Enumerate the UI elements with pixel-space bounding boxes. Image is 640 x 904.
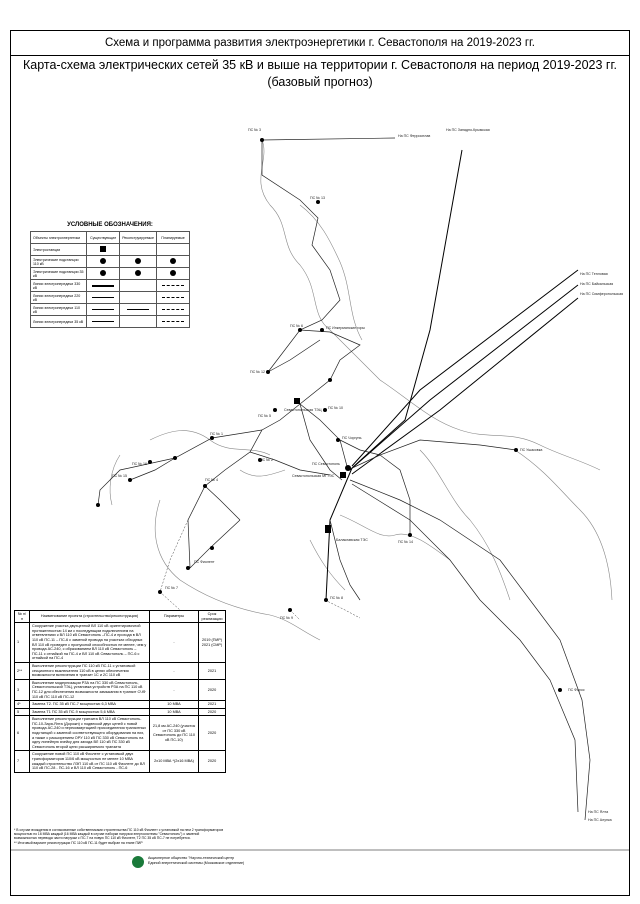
col-params: Параметры — [150, 611, 199, 623]
legend-header-row — [31, 232, 190, 244]
legend-symbol — [120, 292, 157, 304]
label-ps15: ПС № 15 — [112, 474, 128, 478]
legend-symbol — [157, 256, 190, 268]
label-ps3: ПС № 3 — [248, 128, 262, 132]
table-row — [15, 662, 226, 679]
cell-name: Замена Т1 ПС 35 кВ ПС-9 мощностью 5,6 МВА — [30, 708, 150, 716]
cell-term: 2021 — [199, 701, 226, 709]
note-line: ** Итоговый вариант реконструкции ПС 110 кВ ПС-11 будет выбран на этапе ПИР — [14, 840, 143, 845]
cell-term: 2020 — [199, 751, 226, 772]
legend-title: УСЛОВНЫЕ ОБОЗНАЧЕНИЯ: — [67, 222, 153, 228]
label-teplovaya: На ПС Тепловая — [580, 272, 608, 276]
legend-symbol — [157, 268, 190, 280]
cell-params: - — [150, 623, 199, 663]
label-ps8: ПС № 8 — [330, 596, 344, 600]
legend-row — [31, 316, 190, 328]
cell-params: 10 МВА — [150, 701, 199, 709]
cell-term: 2020 — [199, 708, 226, 716]
label-fiolent: ПС Фиолент — [194, 560, 215, 564]
label-ps10: ПС № 10 — [328, 406, 344, 410]
legend-symbol — [157, 244, 190, 256]
map-title-line1: Карта-схема электрических сетей 35 кВ и выше на территории г. Севастополя на период 2019-2023 гг. — [22, 58, 617, 72]
legend-row-label: Электростанции — [31, 244, 87, 256]
label-ps16: ПС № 16 — [132, 462, 148, 466]
legend-symbol — [87, 304, 120, 316]
map-title-line2: (базовый прогноз) — [267, 75, 373, 89]
table-notes — [14, 828, 434, 845]
cell-num: 1 — [15, 623, 30, 663]
label-yalta: На ПС Ялта — [588, 810, 609, 814]
note-line: мощностью по 16 МВА каждый (16 МВА каждый в случае наборки нагрузки энергосистемы "Севастополь") с заменой — [14, 832, 200, 837]
legend-row — [31, 244, 190, 256]
projects-header-row — [15, 611, 226, 623]
terrain-contours — [110, 140, 612, 640]
cell-name: Выполнение реконструкции транзита ВЛ 110 кВ Севастополь-ПС-10-Заря-Ялта (Дорожн) с подвеской двух цепей с новой провода АС-240 и перекоммутацией присоединения транзитных подстанций с заменой соответствующего оборудования на них, а также с расширением ОРУ 110 кВ ПС 330 кВ Севастополь на одну линейную ячейку для захода ВЛ 110 кВ ПС 330 кВ Севастополь второй цепи расширяемого транзита — [30, 716, 150, 751]
label-foros: ПС Форос — [568, 688, 585, 692]
note-line: * В случае вхождения в согласованные собственниками строительства ПС 110 кВ Фиолент с установкой на нем 2 трансформаторов — [14, 828, 224, 832]
col-num: № п/п — [15, 611, 30, 623]
label-sevastopol-tec: Севастопольская ТЭЦ — [284, 408, 322, 412]
legend-symbol — [120, 244, 157, 256]
label-ps-sevastopol: ПС Севастополь — [312, 462, 340, 466]
cell-term: 2020 — [199, 679, 226, 700]
cell-num: 2** — [15, 662, 30, 679]
legend-col-object: Объекты электроэнергетики — [31, 232, 87, 244]
label-ps14: ПС № 14 — [398, 540, 414, 544]
table-row — [15, 708, 226, 716]
legend-row-label: Электрические подстанции 110 кВ — [31, 256, 87, 268]
legend-row-label: Линии электропередачи 330 кВ — [31, 280, 87, 292]
label-balaklavskaya-tes: Балаклавская ТЭС — [336, 538, 368, 542]
cell-num: 3 — [15, 679, 30, 700]
projects-table — [14, 610, 226, 773]
label-ps4: ПС № 4 — [205, 478, 219, 482]
cell-num: 4* — [15, 701, 30, 709]
legend-col-planned: Планируемые — [157, 232, 190, 244]
label-ps2: ПС № 2 — [260, 458, 274, 462]
col-term: Срок реализации — [199, 611, 226, 623]
cell-params: - — [150, 679, 199, 700]
label-ps1: ПС № 1 — [210, 432, 224, 436]
legend-symbol — [157, 292, 190, 304]
legend-col-existing: Существующие — [87, 232, 120, 244]
cell-num: 7 — [15, 751, 30, 772]
cell-num: 5 — [15, 708, 30, 716]
legend-symbol — [120, 316, 157, 328]
lines-330kv — [326, 150, 578, 600]
label-zapadno-krymskaya: На ПС Западно-Крымская — [446, 128, 490, 132]
legend-row-label: Электрические подстанции 35 кВ — [31, 268, 87, 280]
cell-name: Выполнение модернизации РЗА на ПС 330 кВ Севастополь, Севастопольской ТЭЦ, установка устройств РЗА на ПС 110 кВ ПС-12 для обеспечения возможности замыкания в транзит СЧФ 110 кВ ПС 110 кВ ПС-12 — [30, 679, 150, 700]
label-ps7: ПС № 7 — [165, 586, 179, 590]
legend-symbol — [87, 316, 120, 328]
legend-symbol — [120, 304, 157, 316]
legend-row — [31, 292, 190, 304]
label-ps9: ПС № 9 — [280, 616, 294, 620]
footer-organization — [148, 856, 308, 872]
legend-row — [31, 280, 190, 292]
label-alupka: На ПС Алупка — [588, 818, 612, 822]
cell-term: 2021 — [199, 662, 226, 679]
label-ferrosplav: На ПС Ферросплав — [398, 134, 431, 138]
legend-row-label: Линии электропередачи 110 кВ — [31, 304, 87, 316]
legend-symbol — [157, 304, 190, 316]
col-name: Наименование проекта (строительство/реконструкция) — [30, 611, 150, 623]
table-row — [15, 623, 226, 663]
legend-symbol — [87, 280, 120, 292]
cell-term: 2019 (ПИР) 2021 (СМР) — [199, 623, 226, 663]
legend-row — [31, 304, 190, 316]
legend-symbol — [87, 268, 120, 280]
table-row — [15, 679, 226, 700]
legend-symbol — [120, 268, 157, 280]
label-ps13: ПС № 13 — [310, 196, 326, 200]
label-chorgun: ПС Чоргунь — [342, 436, 362, 440]
label-sevastopol-mgtes: Севастопольская МГТЭС — [292, 474, 335, 478]
legend-row-label: Линии электропередачи 35 кВ — [31, 316, 87, 328]
cell-params: 10 МВА — [150, 708, 199, 716]
label-baikalskaya: На ПС Байкальская — [580, 282, 614, 286]
cell-name: Замена Т2. ПС 35 кВ ПС-7 мощностью 6,3 МВА — [30, 701, 150, 709]
label-simferopolskaya: На ПС Симферопольская — [580, 292, 624, 296]
table-row — [15, 751, 226, 772]
legend-symbol — [120, 256, 157, 268]
legend-symbol — [157, 280, 190, 292]
footer-line2: Единой энергетической системы (Московское отделение) — [148, 860, 245, 865]
cell-params: 2х10 МВА *(2х16 МВА) — [150, 751, 199, 772]
legend-symbol — [120, 280, 157, 292]
table-row — [15, 716, 226, 751]
label-inkermanskie-gory: ПС Инкерманские горы — [326, 326, 365, 330]
legend-symbol — [87, 256, 120, 268]
legend-col-reconstructed: Реконструируемые — [120, 232, 157, 244]
legend-symbol — [87, 292, 120, 304]
cell-term: 2020 — [199, 716, 226, 751]
cell-params: - — [150, 662, 199, 679]
cell-name: Сооружение новой ПС 110 кВ Фиолент с установкой двух трансформаторов 110/6 кВ мощностью не менее 10 МВА каждый строительство ЛЭП 110 кВ от ПС 110 кВ Фиолент до ВЛ 110 кВ ПС-28 - ПС-16 и ВЛ 110 кВ Севастополь - ПС-6 — [30, 751, 150, 772]
legend-symbol — [157, 316, 190, 328]
label-ushakovka: ПС Ушаковка — [520, 448, 543, 452]
table-row — [15, 701, 226, 709]
footer-line1: Акционерное общество "Научно-технический центр — [148, 856, 235, 860]
cell-name: Выполнение реконструкции ПС 110 кВ ПС-11 с установкой секционного выключателя 110 кВ в целях обеспечения возможности включения в транзит 1С и 2С 110 кВ — [30, 662, 150, 679]
legend-row — [31, 256, 190, 268]
cell-num: 6 — [15, 716, 30, 751]
cell-params: 21,8 км АС-240 (участок от ПС 330 кВ Севастополь до ПС 110 кВ ПС-10) — [150, 716, 199, 751]
legend-row-label: Линии электропередачи 220 кВ — [31, 292, 87, 304]
company-logo-icon — [132, 856, 144, 868]
legend-row — [31, 268, 190, 280]
lines-35kv — [160, 520, 360, 620]
document-title: Схема и программа развития электроэнергетики г. Севастополя на 2019-2023 гг. — [11, 31, 629, 56]
label-ps5: ПС № 5 — [258, 414, 272, 418]
map-legend — [30, 222, 190, 328]
legend-symbol — [87, 244, 120, 256]
legend-table — [30, 231, 190, 328]
cell-name: Сооружение участка двухцепной ВЛ 110 кВ ориентировочной протяженностью 14 км с последующим подключением на ответвлениях к ВЛ 110 кВ Севастополь –ПС-4 и прохода в ВЛ 110 кВ ПС-11 – ПС-6 с заменой провода на участках обходных ВЛ 110 кВ проведен с пропускной способностью не менее, чем у провода АС-240, с образованием ВЛ 110 кВ Севастополь – ПС-11 с отпайкой на ПС-4 и ВЛ 110 кВ Севастополь – ПС-6 с отпайкой на ПС-4 — [30, 623, 150, 663]
note-line: возможностью перевода части нагрузки с ПС-7 на новую ПС 110 кВ Фиолент, Т2 ПС 35 кВ ПС-7 не потребуется. — [14, 836, 191, 841]
label-ps12: ПС № 12 — [250, 370, 266, 374]
label-ps6: ПС № 6 — [290, 324, 304, 328]
